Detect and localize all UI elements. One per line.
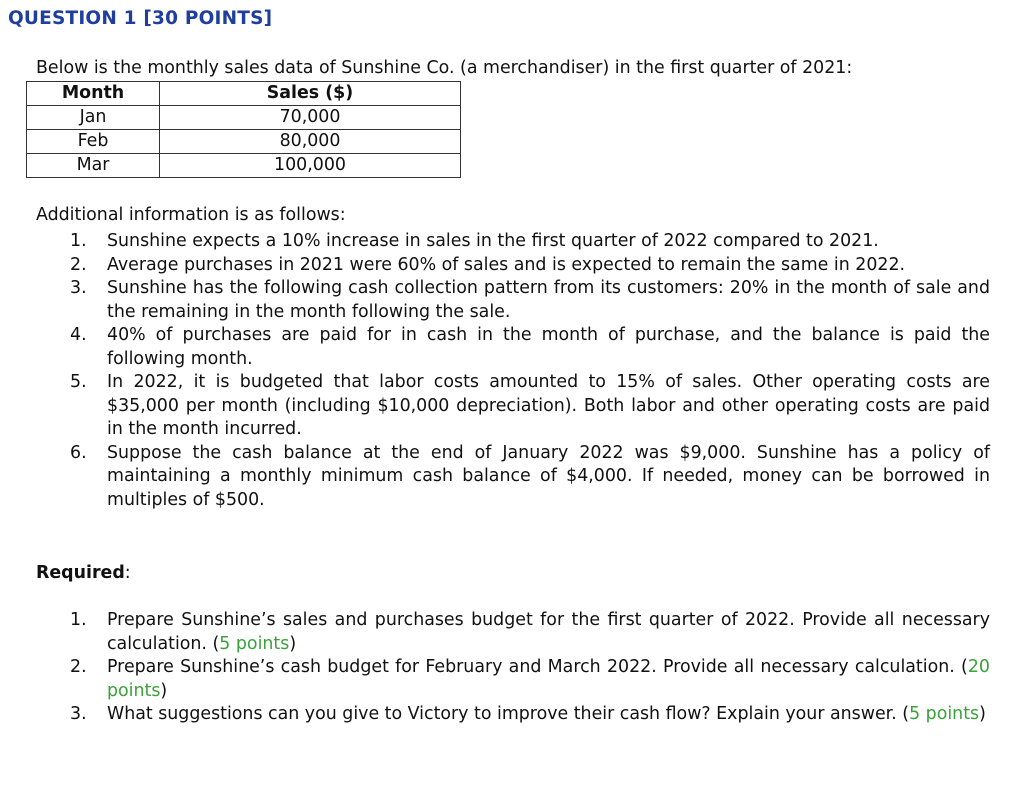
item-text: Prepare Sunshine’s cash budget for February and March 2022. Provide all necessary calculation. [107, 657, 955, 677]
list-item [70, 324, 990, 371]
list-item [70, 442, 990, 513]
table-header-row [27, 82, 461, 106]
points-label: 20 points [107, 657, 990, 701]
required-list [70, 609, 990, 727]
item-text: Average purchases in 2021 were 60% of sales and is expected to remain the same in 2022. [107, 254, 906, 275]
required-colon: : [124, 563, 131, 583]
item-text: 40% of purchases are paid for in cash in the month of purchase, and the balance is paid the following month. [107, 325, 990, 369]
cell-sales: 100,000 [160, 154, 461, 178]
item-number: 2. [70, 254, 87, 275]
list-item: 3. What suggestions can you give to Victory to improve their cash flow? Explain your answer. (5 points) [70, 703, 990, 727]
item-text: Sunshine has the following cash collection pattern from its customers: 20% in the month of sale and the remaining in the month following the sale. [107, 278, 990, 322]
list-item [70, 230, 990, 254]
sales-table [26, 81, 461, 178]
additional-info-label: Additional information is as follows: [36, 205, 346, 225]
table-row [27, 130, 461, 154]
required-heading [36, 563, 131, 583]
required-label: Required [36, 563, 125, 583]
item-number: 6. [70, 442, 87, 463]
list-item [70, 254, 990, 278]
item-number: 5. [70, 372, 87, 392]
cell-month: Feb [27, 130, 160, 154]
column-header-sales: Sales ($) [160, 82, 461, 106]
list-item: 2. Prepare Sunshine’s cash budget for February and March 2022. Provide all necessary calculation. (20 points) [70, 657, 990, 701]
item-number: 1. [70, 231, 87, 251]
item-text: Prepare Sunshine’s sales and purchases budget for the first quarter of 2022. Provide all necessary calculation. [107, 610, 990, 654]
points-label: 5 points [219, 633, 290, 654]
list-item: 1. Prepare Sunshine’s sales and purchases budget for the first quarter of 2022. Provide all necessary calculation. (5 points) [70, 610, 990, 654]
list-item [70, 371, 990, 442]
item-number: 3. [70, 704, 87, 724]
cell-month: Jan [27, 106, 160, 130]
item-text: In 2022, it is budgeted that labor costs amounted to 15% of sales. Other operating costs are $35,000 per month (including $10,000 depreciation). Both labor and other operating costs are paid in the month incurred. [107, 372, 990, 439]
item-number: 2. [70, 657, 87, 677]
table-row [27, 106, 461, 130]
column-header-month: Month [27, 82, 160, 106]
list-item [70, 277, 990, 324]
cell-month: Mar [27, 154, 160, 178]
question-heading: QUESTION 1 [30 POINTS] [8, 8, 273, 29]
item-text: Suppose the cash balance at the end of January 2022 was $9,000. Sunshine has a policy of maintaining a monthly minimum cash balance of $4,000. If needed, money can be borrowed in multiples of $500. [107, 442, 990, 510]
item-text: What suggestions can you give to Victory to improve their cash flow? Explain your answer. [107, 704, 897, 724]
item-number: 4. [70, 325, 87, 345]
cell-sales: 70,000 [160, 106, 461, 130]
table-row [27, 154, 461, 178]
item-number: 3. [70, 278, 87, 298]
intro-text: Below is the monthly sales data of Sunshine Co. (a merchandiser) in the first quarter of 2021: [36, 58, 853, 78]
additional-info-list [70, 230, 990, 512]
item-number: 1. [70, 610, 87, 630]
points-label: 5 points [909, 704, 980, 724]
cell-sales: 80,000 [160, 130, 461, 154]
item-text: Sunshine expects a 10% increase in sales in the first quarter of 2022 compared to 2021. [107, 231, 879, 251]
